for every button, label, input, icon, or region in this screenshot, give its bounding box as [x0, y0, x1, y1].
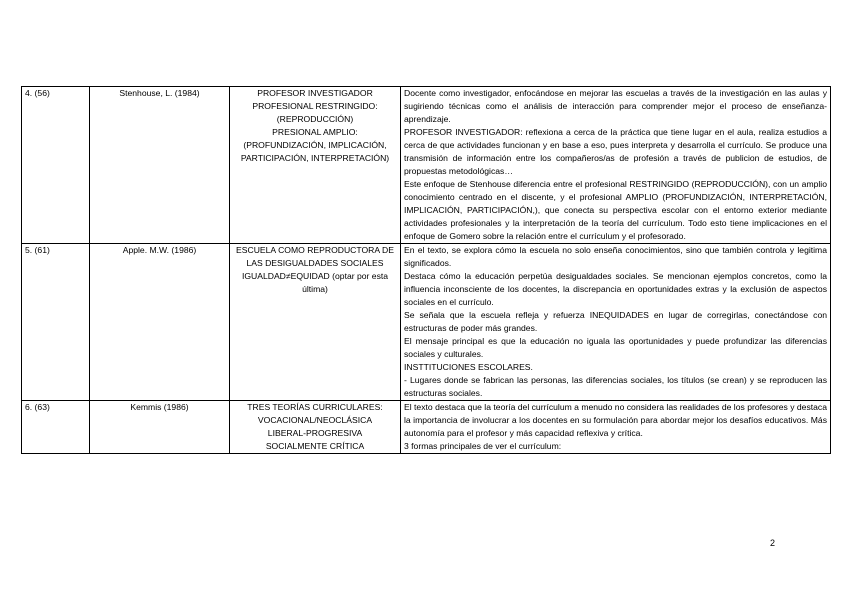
description-paragraph: 3 formas principales de ver el currículum:: [404, 441, 562, 451]
description-paragraph: Docente como investigador, enfocándose en mejorar las escuelas a través de la investigación en las aulas y sugiriendo técnicas como el análisis de interacción para comprender mejor el proceso de enseñanza-aprendizaje.: [404, 88, 827, 124]
row-description: [401, 244, 831, 401]
table-row: [22, 401, 831, 454]
row-description: [401, 401, 831, 454]
theme-line: (PROFUNDIZACIÓN, IMPLICACIÓN,: [243, 140, 387, 150]
row-author: Apple. M.W. (1986): [90, 244, 230, 401]
row-number: 5. (61): [22, 244, 90, 401]
row-number: 4. (56): [22, 87, 90, 244]
description-paragraph: INSTTITUCIONES ESCOLARES.: [404, 362, 533, 372]
description-paragraph: Este enfoque de Stenhouse diferencia entre el profesional RESTRINGIDO (REPRODUCCIÓN), con un amplio conocimiento centrado en el discente, y el profesional AMPLIO (PROFUNDIZACIÓN, INTERPRETACIÓN, IMPLICACIÓN, PARTICIPACIÓN,), que conecta su perspectiva escolar con el entorno exterior mediante actividades profesionales y la interpretación de la teoría del currículum. Todo esto tiene implicaciones en el enfoque de Gomero sobre la relación entre el currículum y el profesorado.: [404, 179, 827, 241]
description-paragraph: PROFESOR INVESTIGADOR: reflexiona a cerca de la práctica que tiene lugar en el aula, realiza estudios a cerca de que actividades funcionan y en base a eso, pues interpreta y desarrolla el currículo. Se produce una transmisión de información entre los compañeros/as de profesión a través de publicion de estudios, de propuestas metodológicas…: [404, 127, 827, 176]
description-paragraph: Se señala que la escuela refleja y refuerza INEQUIDADES en lugar de corregirlas, conectándose con estructuras de poder más grandes.: [404, 310, 827, 333]
description-paragraph: El mensaje principal es que la educación no iguala las oportunidades y puede profundizar las diferencias sociales y culturales.: [404, 336, 827, 359]
description-paragraph: Destaca cómo la educación perpetúa desigualdades sociales. Se mencionan ejemplos concretos, como la influencia inconsciente de los docentes, la discrepancia en oportunidades extras y la exclusión de aspectos sociales en el currículo.: [404, 271, 827, 307]
theme-line: LAS DESIGUALDADES SOCIALES: [246, 258, 384, 268]
theme-line: VOCACIONAL/NEOCLÁSICA: [257, 415, 373, 425]
theme-line: (REPRODUCCIÓN): [276, 114, 354, 124]
row-author: Stenhouse, L. (1984): [90, 87, 230, 244]
theme-line: SOCIALMENTE CRÍTICA: [265, 441, 365, 451]
theme-line: IGUALDAD≠EQUIDAD (optar por esta: [241, 271, 389, 281]
row-theme: [230, 401, 401, 454]
row-description: [401, 87, 831, 244]
curriculum-authors-table: [21, 86, 831, 454]
table-row: [22, 87, 831, 244]
row-number: 6. (63): [22, 401, 90, 454]
description-paragraph: En el texto, se explora cómo la escuela no solo enseña conocimientos, sino que también controla y legitima significados.: [404, 245, 827, 268]
theme-line: PRESIONAL AMPLIO:: [272, 127, 358, 137]
description-paragraph: - Lugares donde se fabrican las personas, las diferencias sociales, los títulos (se crean) y se reproducen las estructuras sociales.: [404, 375, 827, 398]
page-number: 2: [770, 538, 776, 548]
table-row: [22, 244, 831, 401]
theme-line: TRES TEORÍAS CURRICULARES:: [247, 402, 383, 412]
theme-line: LIBERAL-PROGRESIVA: [267, 428, 363, 438]
row-theme: [230, 244, 401, 401]
row-theme: [230, 87, 401, 244]
theme-line: PARTICIPACIÓN, INTERPRETACIÓN): [240, 153, 390, 163]
theme-line: PROFESOR INVESTIGADOR: [257, 88, 373, 98]
row-author: Kemmis (1986): [90, 401, 230, 454]
theme-line: PROFESIONAL RESTRINGIDO:: [252, 101, 378, 111]
theme-line: ESCUELA COMO REPRODUCTORA DE: [236, 245, 394, 255]
theme-line: última): [302, 284, 328, 294]
description-paragraph: El texto destaca que la teoría del currículum a menudo no considera las realidades de los profesores y destaca la importancia de involucrar a los docentes en su formulación para abordar mejor los desafíos educativos. Más autonomía para el profesor y más capacidad reflexiva y crítica.: [404, 402, 827, 438]
